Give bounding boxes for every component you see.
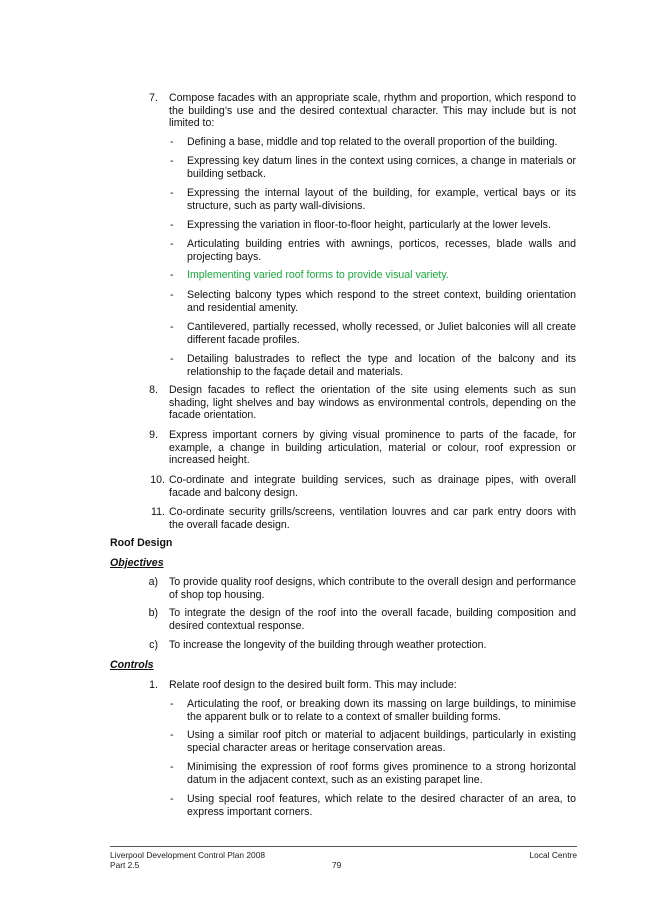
bullet-dash: - xyxy=(170,353,174,365)
page-number: 79 xyxy=(332,860,342,870)
bullet-dash: - xyxy=(170,698,174,710)
objective-text: To increase the longevity of the building through weather protection. xyxy=(169,639,487,651)
list-item-text: Compose facades with an appropriate scale, rhythm and proportion, which respond to the building’s use and the desired contextual character. This may include but is not limited to: xyxy=(169,92,576,130)
bullet-dash: - xyxy=(170,289,174,301)
control-text: Relate roof design to the desired built form. This may include: xyxy=(169,679,457,691)
controls-heading: Controls xyxy=(110,659,154,671)
bullet-text: Using special roof features, which relate to the desired character of an area, to express important corners. xyxy=(187,793,576,818)
bullet-text: Defining a base, middle and top related to the overall proportion of the building. xyxy=(187,136,558,148)
bullet-text: Articulating building entries with awnings, porticos, recesses, blade walls and projecting bays. xyxy=(187,238,576,263)
list-number: c) xyxy=(149,639,158,651)
objective-text: To provide quality roof designs, which contribute to the overall design and performance of shop top housing. xyxy=(169,576,576,601)
bullet-text: Expressing key datum lines in the context using cornices, a change in materials or building setback. xyxy=(187,155,576,180)
bullet-dash: - xyxy=(170,793,174,805)
bullet-text: Articulating the roof, or breaking down its massing on large buildings, to minimise the apparent bulk or to relate to a context of smaller building forms. xyxy=(187,698,576,723)
bullet-dash: - xyxy=(170,136,174,148)
bullet-dash: - xyxy=(170,219,174,231)
section-heading: Roof Design xyxy=(110,537,173,549)
bullet-text: Detailing balustrades to reflect the type and location of the balcony and its relationship to the façade detail and materials. xyxy=(187,353,576,378)
bullet-text: Expressing the internal layout of the building, for example, vertical bays or its structure, such as party wall-divisions. xyxy=(187,187,576,212)
bullet-dash: - xyxy=(170,155,174,167)
bullet-text: Cantilevered, partially recessed, wholly recessed, or Juliet balconies will all create different facade profiles. xyxy=(187,321,576,346)
bullet-text: Minimising the expression of roof forms gives prominence to a strong horizontal datum in the adjacent context, such as an existing parapet line. xyxy=(187,761,576,786)
objective-text: To integrate the design of the roof into the overall facade, building composition and desired contextual response. xyxy=(169,607,576,632)
list-item-text: Express important corners by giving visual prominence to parts of the facade, for example, a change in building articulation, material or colour, roof expression or increased height. xyxy=(169,429,576,467)
footer-divider xyxy=(110,846,577,847)
bullet-dash: - xyxy=(170,187,174,199)
objectives-heading: Objectives xyxy=(110,557,164,569)
list-number: a) xyxy=(148,576,158,588)
list-item-text: Co-ordinate security grills/screens, ventilation louvres and car park entry doors with the overall facade design. xyxy=(169,506,576,531)
footer-section: Local Centre xyxy=(529,850,577,860)
bullet-dash: - xyxy=(170,761,174,773)
bullet-text-highlighted: Implementing varied roof forms to provide visual variety. xyxy=(187,269,449,281)
list-item-text: Co-ordinate and integrate building services, such as drainage pipes, with overall facade and balcony design. xyxy=(169,474,576,499)
list-number: 1. xyxy=(149,679,158,691)
list-number: 10. xyxy=(150,474,165,486)
footer-doc-title: Liverpool Development Control Plan 2008 xyxy=(110,850,266,860)
list-number: 7. xyxy=(149,92,158,104)
list-number: 11. xyxy=(151,506,165,518)
list-number: b) xyxy=(148,607,158,619)
bullet-text: Using a similar roof pitch or material to adjacent buildings, particularly in existing special character areas or heritage conservation areas. xyxy=(187,729,576,754)
footer-part: Part 2.5 xyxy=(110,860,140,870)
bullet-dash: - xyxy=(170,321,174,333)
list-number: 8. xyxy=(149,384,158,396)
list-number: 9. xyxy=(149,429,158,441)
bullet-dash: - xyxy=(170,238,174,250)
bullet-dash: - xyxy=(170,269,174,281)
bullet-dash: - xyxy=(170,729,174,741)
bullet-text: Selecting balcony types which respond to the street context, building orientation and residential amenity. xyxy=(187,289,576,314)
list-item-text: Design facades to reflect the orientation of the site using elements such as sun shading, light shelves and bay windows as environmental controls, depending on the facade orientation. xyxy=(169,384,576,422)
bullet-text: Expressing the variation in floor-to-floor height, particularly at the lower levels. xyxy=(187,219,551,231)
